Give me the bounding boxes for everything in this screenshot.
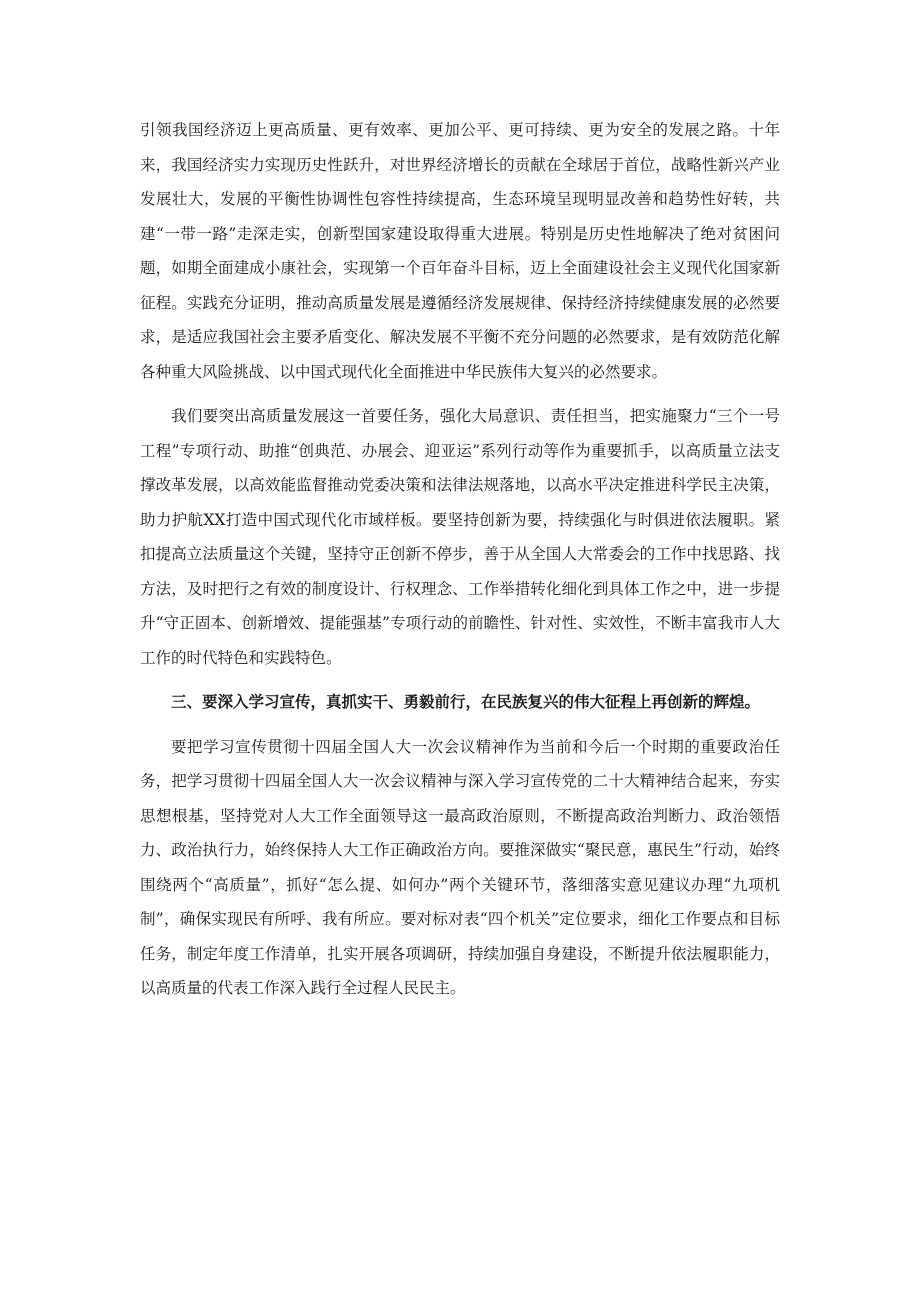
paragraph-high-quality-task: 我们要突出高质量发展这一首要任务，强化大局意识、责任担当，把实施聚力“三个一号工程”专项行动、助推“创典范、办展会、迎亚运”系列行动等作为重要抓手，以高质量立法支撑改革发展，以高效能监督推动党委决策和法律法规落地，以高水平决定推进科学民主决策，助力护航XX打造中国式现代化市域样板。要坚持创新为要，持续强化与时俱进依法履职。紧扣提高立法质量这个关键，坚持守正创新不停步，善于从全国人大常委会的工作中找思路、找方法，及时把行之有效的制度设计、行权理念、工作举措转化细化到具体工作之中，进一步提升“守正固本、创新增效、提能强基”专项行动的前瞻性、针对性、实效性，不断丰富我市人大工作的时代特色和实践特色。 <box>140 407 780 667</box>
section-heading-three: 三、要深入学习宣传，真抓实干、勇毅前行，在民族复兴的伟大征程上再创新的辉煌。 <box>171 692 761 711</box>
document-page <box>140 113 780 1016</box>
paragraph-economy-development: 引领我国经济迈上更高质量、更有效率、更加公平、更可持续、更为安全的发展之路。十年来，我国经济实力实现历史性跃升，对世界经济增长的贡献在全球居于首位，战略性新兴产业发展壮大，发展的平衡性协调性包容性持续提高，生态环境呈现明显改善和趋势性好转，共建“一带一路”走深走实，创新型国家建设取得重大进展。特别是历史性地解决了绝对贫困问题，如期全面建成小康社会，实现第一个百年奋斗目标，迈上全面建设社会主义现代化国家新征程。实践充分证明，推动高质量发展是遵循经济发展规律、保持经济持续健康发展的必然要求，是适应我国社会主要矛盾变化、解决发展不平衡不充分问题的必然要求，是有效防范化解各种重大风险挑战、以中国式现代化全面推进中华民族伟大复兴的必然要求。 <box>140 121 780 381</box>
paragraph-study-publicize: 要把学习宣传贯彻十四届全国人大一次会议精神作为当前和今后一个时期的重要政治任务，把学习贯彻十四届全国人大一次会议精神与深入学习宣传党的二十大精神结合起来，夯实思想根基，坚持党对人大工作全面领导这一最高政治原则，不断提高政治判断力、政治领悟力、政治执行力，始终保持人大工作正确政治方向。要推深做实“聚民意，惠民生”行动，始终围绕两个“高质量”，抓好“怎么提、如何办”两个关键环节，落细落实意见建议办理“九项机制”，确保实现民有所呼、我有所应。要对标对表“四个机关”定位要求，细化工作要点和目标任务，制定年度工作清单，扎实开展各项调研，持续加强自身建设，不断提升依法履职能力，以高质量的代表工作深入践行全过程人民民主。 <box>140 737 780 997</box>
